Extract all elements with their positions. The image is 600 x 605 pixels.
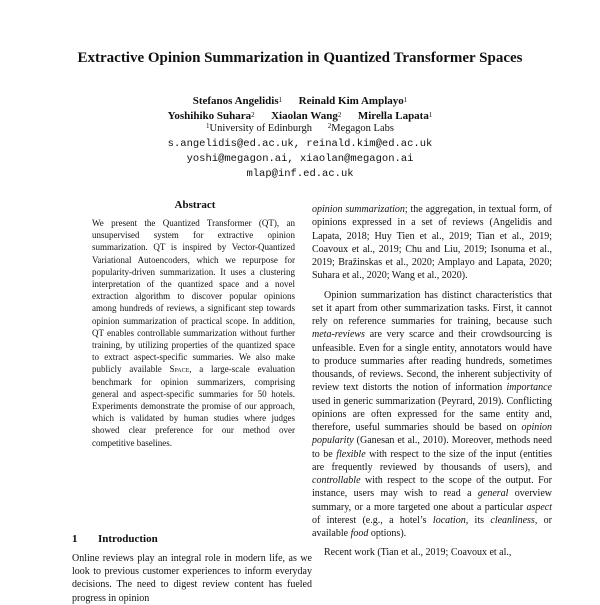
email-line: s.angelidis@ed.ac.uk, reinald.kim@ed.ac.uk: [167, 138, 433, 150]
space-dataset-name: Space: [169, 364, 190, 375]
body-text: Opinion summarization has distinct characteristics that set it apart from other summarization tasks. First, it cannot rely on reference summaries for training, because such: [312, 289, 552, 327]
emphasis: controllable: [312, 475, 361, 486]
abstract-body: [92, 217, 295, 449]
affiliation-mark: 1: [206, 122, 210, 130]
author-name: Reinald Kim Amplayo: [298, 95, 404, 107]
author-name: Stefanos Angelidis: [192, 95, 279, 107]
emphasis: importance: [506, 382, 552, 394]
abstract-text: We present the Quantized Transformer (QT), an unsupervised system for extractive opinion summarization. QT is inspired by Vector-Quantized Variational Autoencoders, which we repurpose for popularity-driven summarization. It uses a clustering interpretation of the quantized space and a novel extraction algorithm to discover popular opinions among hundreds of reviews, a significant step towards opinion summarization of practical scope. In addition, QT enables controllable summarization without further training, by utilizing properties of the quantized space to extract aspect-specific summaries. We also make publicly available: [92, 218, 295, 375]
emphasis: location: [432, 514, 466, 526]
email-list: [0, 137, 600, 182]
author-mark: 1: [403, 96, 408, 104]
body-text: used in generic summarization (Peyrard, 2019). Conflicting opinions are often expressed for the same entity and, therefore, useful summaries should be based on: [312, 395, 552, 433]
author-name: Yoshihiko Suhara: [167, 110, 252, 122]
body-text: (Ganesan et al., 2010). Moreover, methods need to be: [312, 435, 552, 460]
author-name: Mirella Lapata: [357, 110, 429, 122]
body-text: of interest (e.g., a hotel’s: [312, 514, 433, 526]
author-list: [0, 94, 600, 124]
introduction-body: [72, 552, 312, 605]
body-text: overview summary, or a more targeted one about a particular: [312, 488, 552, 513]
body-text: with respect to the size of the input (entities are frequently reviewed by thousands of users), and: [312, 448, 553, 473]
author-name: Xiaolan Wang: [271, 110, 338, 122]
author-mark: 1: [428, 111, 433, 119]
body-text: ; the aggregation, in textual form, of opinions expressed in a set of reviews (Angelidis and Lapata, 2018; Huy Tien et al., 2019; Tian et al., 2019; Coavoux et al., 2019; Chu and Liu, 2019; Isonuma et al., 2019; Bražinskas et al., 2020; Amplayo and Lapata, 2020; Suhara et al., 2020; Wang et al., 2020).: [312, 204, 552, 282]
right-column: [312, 203, 552, 566]
body-text: with respect to the scope of the output. For instance, users may wish to read a: [312, 475, 552, 500]
email-line: mlap@inf.ed.ac.uk: [246, 168, 354, 180]
body-text: , or available: [312, 514, 552, 539]
section-title: Introduction: [98, 533, 158, 545]
email-line: yoshi@megagon.ai, xiaolan@megagon.ai: [186, 153, 414, 165]
emphasis: general: [477, 488, 509, 500]
affiliations: [0, 123, 600, 134]
section-heading-introduction: [72, 533, 158, 545]
author-line-2: [0, 109, 600, 124]
abstract-paragraph: [92, 217, 295, 449]
abstract-text: , a large-scale evaluation benchmark for opinion summarizers, comprising general and aspect-specific summaries for 50 hotels. Experiments demonstrate the promise of our approach, which is validated by human studies where judges showed clear preference for our method over competitive baselines.: [92, 364, 295, 448]
body-text: options).: [368, 528, 407, 539]
emphasis: opinion popularity: [312, 422, 552, 447]
affiliation-mark: 2: [327, 122, 332, 130]
right-paragraph: Recent work (Tian et al., 2019; Coavoux et al.,: [324, 547, 512, 559]
author-line-1: [0, 94, 600, 109]
paper-title: Extractive Opinion Summarization in Quantized Transformer Spaces: [77, 50, 523, 66]
emphasis: opinion summarization: [312, 204, 405, 215]
body-text: are very scarce and their crowdsourcing is unfeasible. Even for a single entity, annotators would have to produce summaries after reading hundreds, sometimes thousands, of reviews. Second, the inherent subjectivity of review text distorts the notion of information: [312, 329, 552, 394]
emphasis: aspect: [526, 501, 552, 513]
right-paragraph: [312, 289, 552, 541]
affiliation-name: University of Edinburgh: [209, 123, 312, 134]
emphasis: cleanliness: [490, 514, 535, 526]
emphasis: flexible: [336, 448, 366, 460]
affiliation-name: Megagon Labs: [331, 123, 394, 134]
author-mark: 1: [278, 96, 283, 104]
emphasis: meta-reviews: [312, 329, 365, 341]
abstract-heading: Abstract: [174, 199, 216, 211]
body-text: , its: [465, 514, 491, 526]
intro-paragraph: Online reviews play an integral role in modern life, as we look to previous customer experiences to inform everyday decisions. The need to digest review content has fueled progress in opinion: [72, 553, 312, 604]
section-number: 1: [72, 533, 78, 545]
emphasis: food: [350, 528, 369, 539]
author-mark: 2: [251, 111, 255, 119]
author-mark: 2: [337, 111, 342, 119]
right-paragraph: [312, 203, 552, 283]
